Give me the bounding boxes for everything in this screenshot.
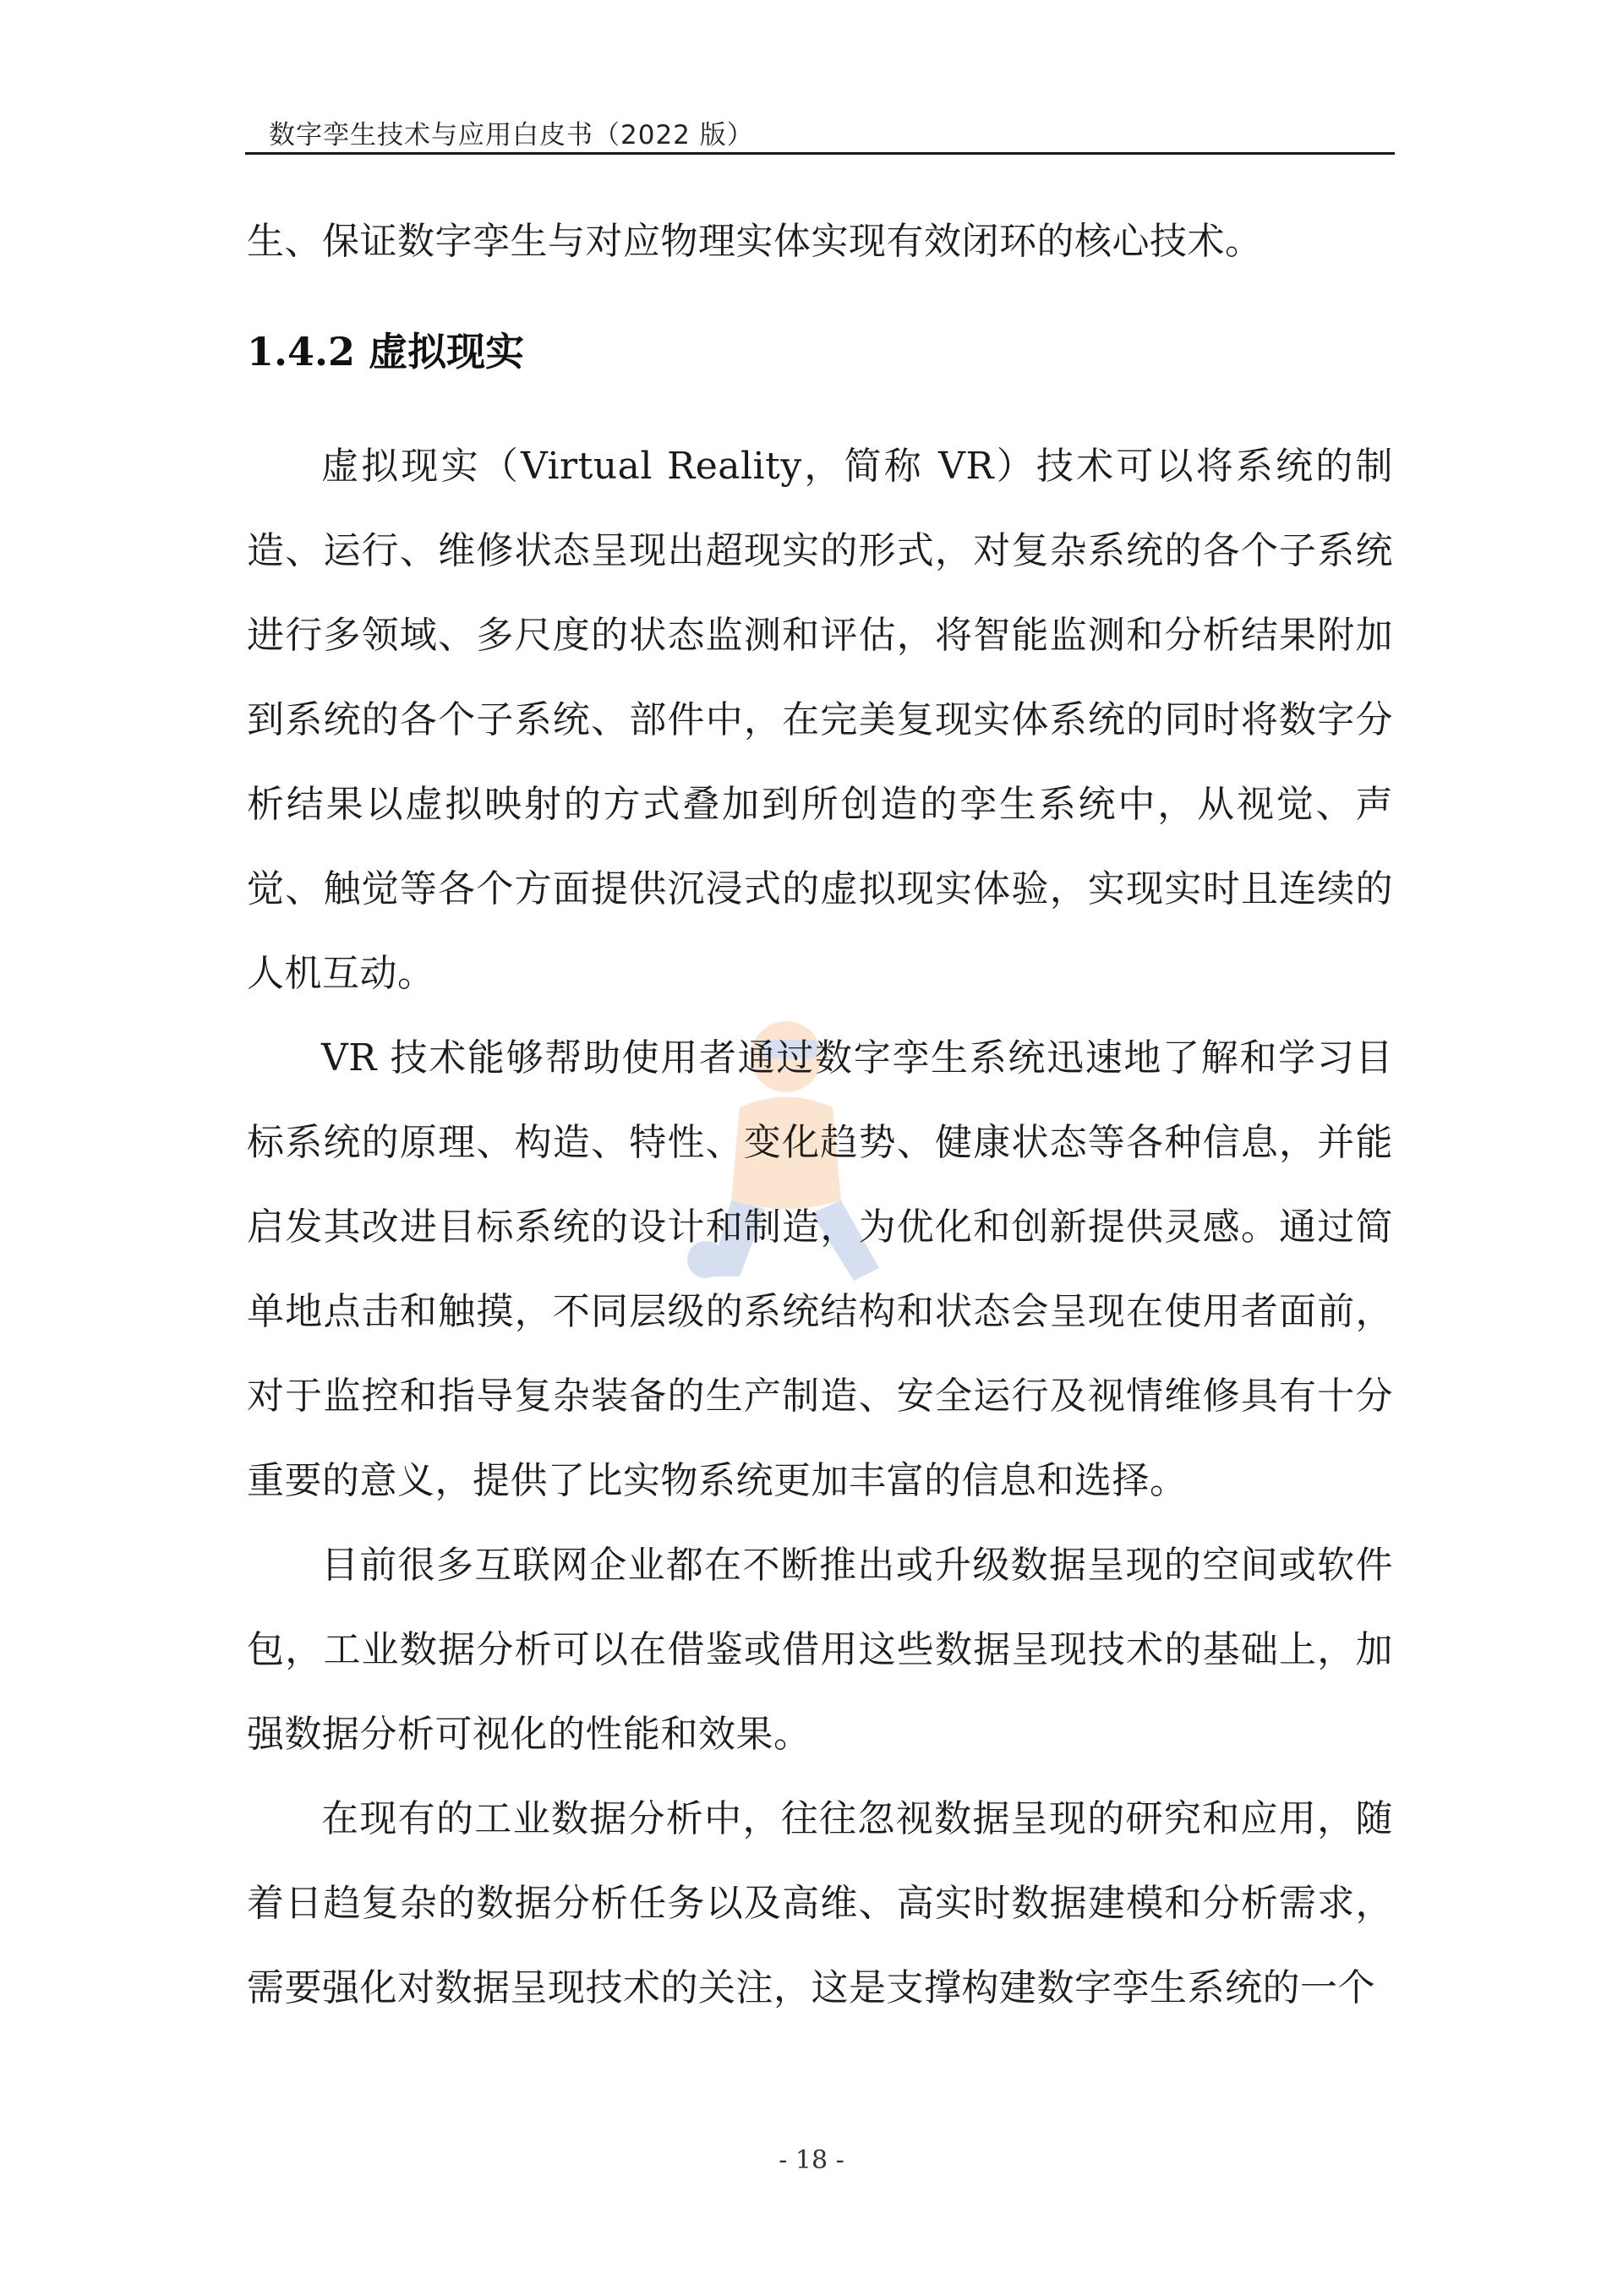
running-header-title: 数字孪生技术与应用白皮书（2022 版）: [269, 120, 754, 150]
paragraph-vr-intro: 虚拟现实（Virtual Reality，简称 VR）技术可以将系统的制造、运行、维修状态呈现出超现实的形式，对复杂系统的各个子系统进行多领域、多尺度的状态监测和评估，将智能监测和分析结果附加到系统的各个子系统、部件中，在完美复现实体系统的同时将数字分析结果以虚拟映射的方式叠加到所创造的孪生系统中，从视觉、声觉、触觉等各个方面提供沉浸式的虚拟现实体验，实现实时且连续的人机互动。: [247, 445, 1393, 995]
page-number: - 18 -: [779, 2146, 844, 2175]
paragraph-vr-benefits: VR 技术能够帮助使用者通过数字孪生系统迅速地了解和学习目标系统的原理、构造、特性、变化趋势、健康状态等各种信息，并能启发其改进目标系统的设计和制造，为优化和创新提供灵感。通过简单地点击和触摸，不同层级的系统结构和状态会呈现在使用者面前，对于监控和指导复杂装备的生产制造、安全运行及视情维修具有十分重要的意义，提供了比实物系统更加丰富的信息和选择。: [247, 1036, 1393, 1502]
section-heading: 1.4.2 虚拟现实: [247, 329, 525, 374]
paragraph-industrial-analysis: 在现有的工业数据分析中，往往忽视数据呈现的研究和应用，随着日趋复杂的数据分析任务以及高维、高实时数据建模和分析需求，需要强化对数据呈现技术的关注，这是支撑构建数字孪生系统的一个: [247, 1797, 1393, 2009]
paragraph-internet-companies: 目前很多互联网企业都在不断推出或升级数据呈现的空间或软件包，工业数据分析可以在借鉴或借用这些数据呈现技术的基础上，加强数据分析可视化的性能和效果。: [247, 1544, 1393, 1756]
header-rule: [245, 152, 1395, 155]
continuation-paragraph: 生、保证数字孪生与对应物理实体实现有效闭环的核心技术。: [247, 220, 1263, 263]
page-content: [247, 200, 1393, 2031]
